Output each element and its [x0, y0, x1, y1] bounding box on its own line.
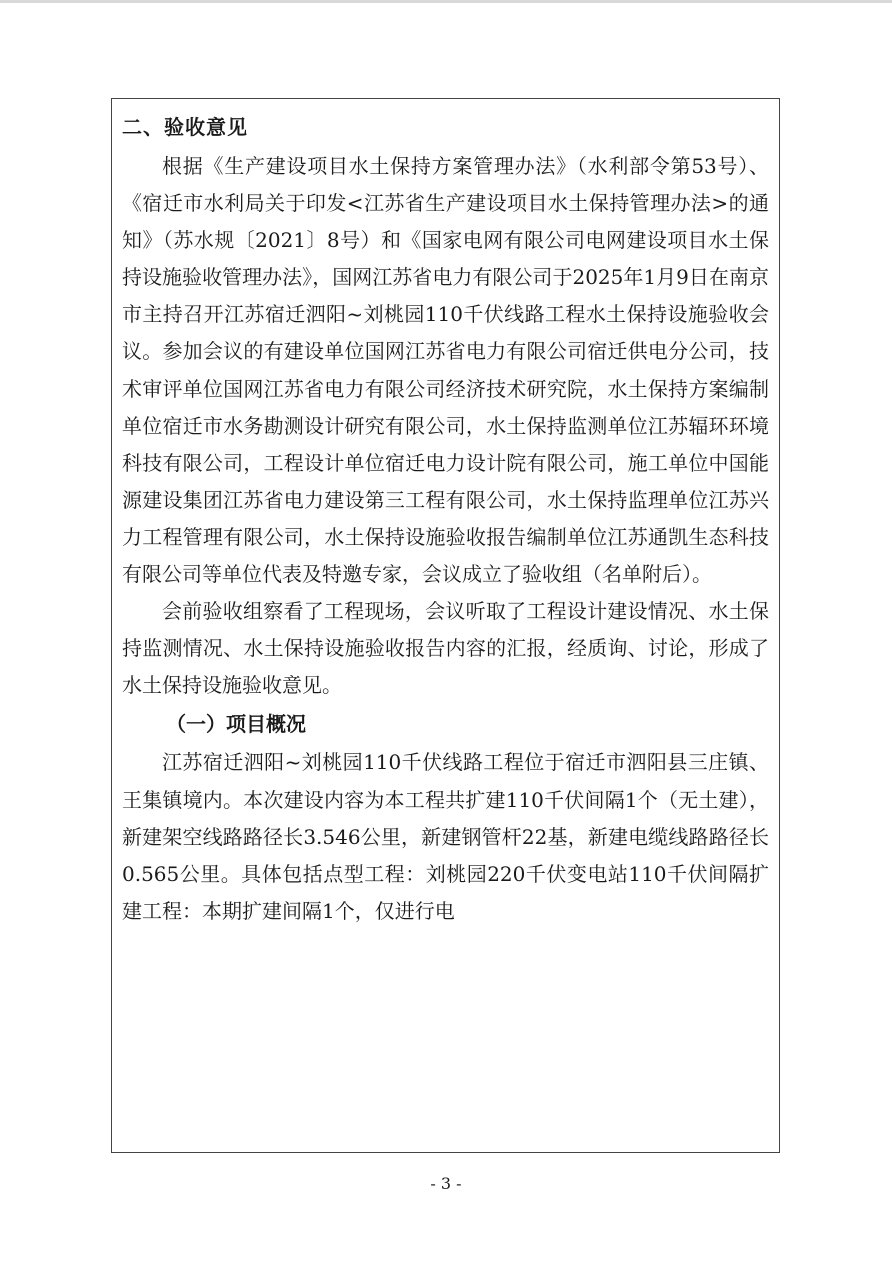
page-number: - 3 - — [430, 1174, 462, 1193]
scan-top-edge — [0, 0, 892, 3]
paragraph-project-overview: 江苏宿迁泗阳~刘桃园110千伏线路工程位于宿迁市泗阳县三庄镇、王集镇境内。本次建设内容为本工程共扩建110千伏间隔1个（无土建），新建架空线路路径长3.546公里，新建钢管杆22基，新建电缆线路路径长0.565公里。具体包括点型工程：刘桃园220千伏变电站110千伏间隔扩建工程：本期扩建间隔1个，仅进行电 — [122, 750, 769, 923]
paragraph-meeting: 会前验收组察看了工程现场，会议听取了工程设计建设情况、水土保持监测情况、水土保持设施验收报告内容的汇报，经质询、讨论，形成了水土保持设施验收意见。 — [122, 599, 769, 698]
content-frame — [111, 98, 780, 1153]
section-heading: 二、验收意见 — [122, 115, 248, 139]
subsection-heading: （一）项目概况 — [166, 712, 306, 737]
paragraph-basis: 根据《生产建设项目水土保持方案管理办法》（水利部令第53号）、《宿迁市水利局关于印发<江苏省生产建设项目水土保持管理办法>的通知》（苏水规〔2021〕8号）和《国家电网有限公司电网建设项目水土保持设施验收管理办法》，国网江苏省电力有限公司于2025年1月9日在南京市主持召开江苏宿迁泗阳~刘桃园110千伏线路工程水土保持设施验收会议。参加会议的有建设单位国网江苏省电力有限公司宿迁供电分公司，技术审评单位国网江苏省电力有限公司经济技术研究院，水土保持方案编制单位宿迁市水务勘测设计研究有限公司，水土保持监测单位江苏辐环环境科技有限公司，工程设计单位宿迁电力设计院有限公司，施工单位中国能源建设集团江苏省电力建设第三工程有限公司，水土保持监理单位江苏兴力工程管理有限公司，水土保持设施验收报告编制单位江苏通凯生态科技有限公司等单位代表及特邀专家，会议成立了验收组（名单附后）。 — [122, 154, 769, 587]
